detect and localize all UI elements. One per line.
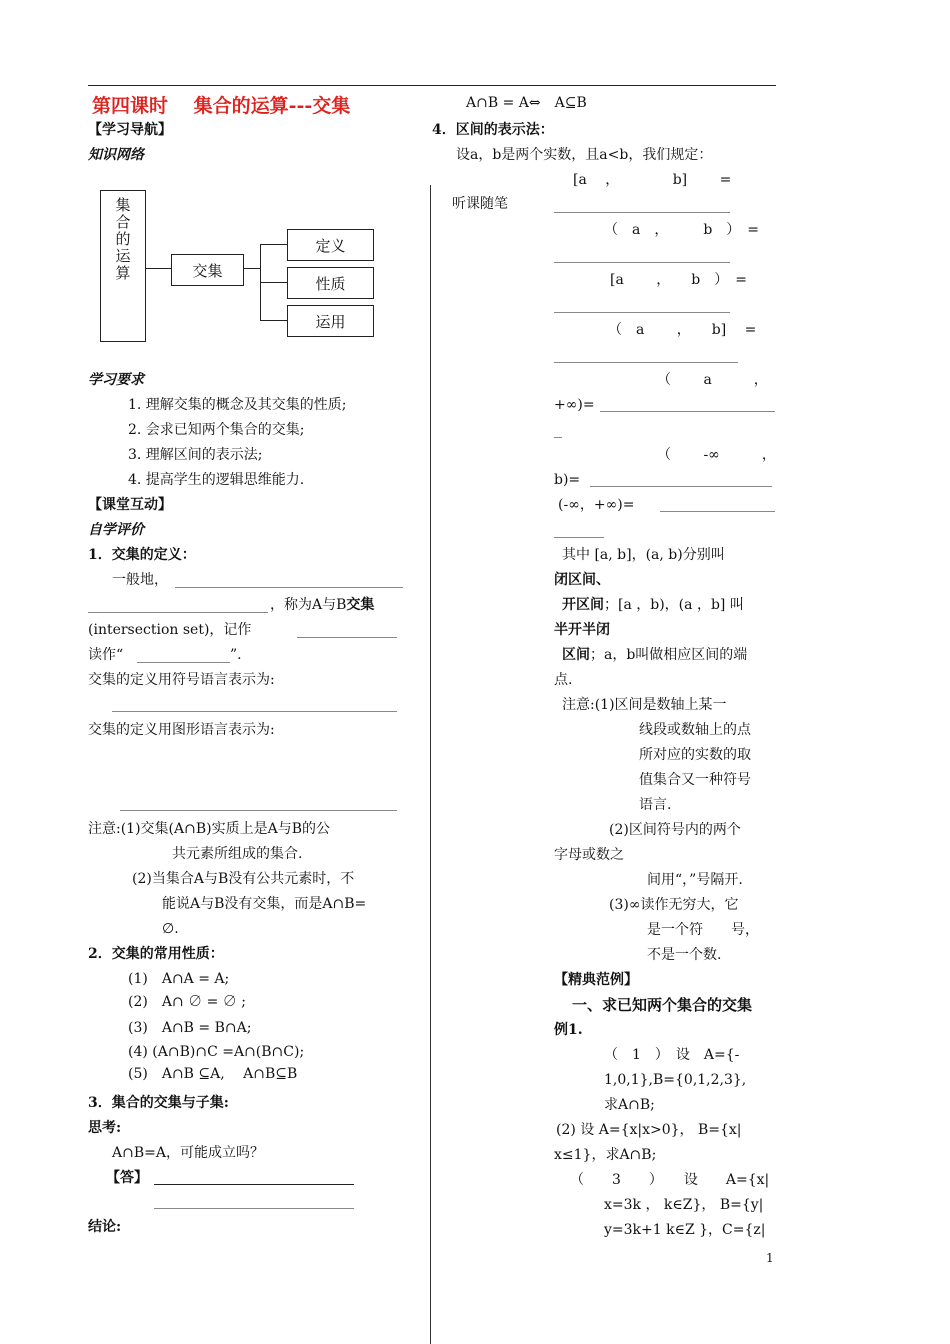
reading-blank [137, 662, 230, 663]
examples-header: 【精典范例】 [554, 972, 638, 988]
definition-line-1: 一般地， [112, 572, 168, 588]
interval-desc-8: 点. [554, 672, 573, 688]
property-item: (2) A∩ ∅ = ∅ ; [128, 994, 246, 1010]
example-line: x=3k ， k∈Z}， B={y| [604, 1197, 764, 1213]
interval-intro: 设a，b是两个实数，且a<b，我们规定： [456, 147, 713, 163]
property-item: (4) (A∩B)∩C =A∩(B∩C); [128, 1044, 305, 1060]
think-label: 思考: [88, 1120, 122, 1136]
interval-desc-6 [562, 646, 747, 664]
notation-blank [297, 637, 397, 638]
answer-blank-2 [154, 1208, 354, 1209]
interval-desc-text: ；a，b叫做相应区间的端 [590, 647, 748, 663]
symbol-blank [112, 711, 397, 712]
definition-bold-term: 交集 [346, 597, 375, 613]
diagram-connector [260, 320, 287, 321]
interval-note: (3)∞读作无穷大，它 [609, 897, 739, 913]
interval-desc-text: ；[a ，b)，(a ，b] 叫 [604, 597, 744, 613]
interval-half-open-right: [a ， b ） = [610, 272, 747, 288]
definition-line-3: (intersection set)，记作 [88, 622, 252, 638]
interval-desc-open: 开区间 [562, 597, 604, 613]
page-title: 第四课时 集合的运算---交集 [92, 95, 351, 117]
definition-blank [88, 612, 268, 613]
interval-blank [554, 212, 730, 213]
diagram-middle-box [171, 254, 244, 286]
interval-note: 所对应的实数的取 [639, 747, 751, 763]
diagram-connector [244, 268, 260, 269]
interval-note: 字母或数之 [554, 847, 624, 863]
section-2-title: 2．交集的常用性质： [88, 946, 224, 962]
diagram-connector [146, 268, 171, 269]
interval-desc-interval: 区间 [562, 647, 590, 663]
diagram-branch-label: 性质 [315, 274, 346, 293]
conclusion-label: 结论: [88, 1219, 122, 1235]
interval-note: (2)区间符号内的两个 [609, 822, 741, 838]
note-2b: 能说A与B没有交集，而是A∩B= [162, 896, 367, 912]
interval-a-inf-1: （ a ， [657, 372, 768, 388]
property-item: (1) A∩A = A; [128, 971, 230, 987]
example-line: 求A∩B; [604, 1097, 655, 1113]
diagram-connector [260, 244, 287, 245]
interval-blank [600, 411, 775, 412]
interval-open: （ a ， b ） = [604, 222, 760, 238]
section-1-title: 1．交集的定义： [88, 547, 196, 563]
interval-note: 语言. [639, 797, 672, 813]
column-divider [430, 185, 431, 1344]
diagram-root-label: 集合的运算 [113, 197, 132, 282]
diagram-middle-label: 交集 [192, 261, 223, 280]
interval-note: 不是一个数. [647, 947, 722, 963]
notes-label: 听课随笔 [452, 196, 508, 212]
interval-note: 注意:(1)区间是数轴上某一 [562, 697, 727, 713]
interval-neg-inf-b-2: b)= [554, 472, 581, 488]
property-item: (3) A∩B = B∩A; [128, 1020, 252, 1036]
answer-blank [154, 1184, 354, 1185]
note-1a: 注意:(1)交集(A∩B)实质上是A与B的公 [88, 821, 330, 837]
page-number: 1 [766, 1251, 774, 1265]
interval-note: 是一个符 号， [647, 922, 759, 938]
section-4-title: 4．区间的表示法： [432, 122, 554, 138]
definition-line-4a: 读作“ [88, 647, 124, 663]
interval-blank [590, 486, 772, 487]
example-line: （ 1 ） 设 A={- [604, 1047, 740, 1063]
definition-text: ，称为A与B [270, 597, 347, 613]
nav-header: 【学习导航】 [88, 122, 172, 138]
requirement-item: 4. 提高学生的逻辑思维能力. [128, 472, 305, 488]
interval-blank [660, 511, 775, 512]
interval-note: 线段或数轴上的点 [639, 722, 751, 738]
think-question: A∩B=A，可能成立吗？ [112, 1145, 264, 1161]
property-item: (5) A∩B ⊆A, A∩B⊆B [128, 1066, 298, 1082]
interval-desc-half: 半开半闭 [554, 622, 610, 638]
class-interaction-header: 【课堂互动】 [88, 497, 172, 513]
diagram-branch-label: 定义 [315, 236, 346, 255]
example-1-label: 例1. [554, 1022, 583, 1038]
interval-blank [554, 262, 730, 263]
section-3-title: 3．集合的交集与子集: [88, 1095, 229, 1111]
interval-a-inf-2: +∞)= [554, 397, 595, 413]
requirement-item: 1. 理解交集的概念及其交集的性质; [128, 397, 347, 413]
diagram-branch-definition [287, 229, 374, 261]
interval-desc-1: 其中 [a, b]，(a, b)分别叫 [562, 547, 725, 563]
diagram-branch-property [287, 267, 374, 299]
requirement-item: 3. 理解区间的表示法; [128, 447, 263, 463]
note-2a: (2)当集合A与B没有公共元素时，不 [132, 871, 355, 887]
interval-note: 间用“，”号隔开. [647, 872, 743, 888]
definition-line-2 [270, 596, 374, 614]
self-eval-heading: 自学评价 [88, 522, 144, 538]
interval-blank [554, 437, 562, 438]
definition-blank [175, 587, 403, 588]
diagram-connector [260, 282, 287, 283]
diagram-root-box [100, 190, 146, 342]
diagram-branch-label: 运用 [315, 312, 346, 331]
interval-closed: [a ， b] = [573, 172, 732, 188]
interval-desc-closed: 闭区间、 [554, 572, 610, 588]
symbol-language-label: 交集的定义用符号语言表示为: [88, 672, 275, 688]
interval-note: 值集合又一种符号 [639, 772, 751, 788]
knowledge-network-heading: 知识网络 [88, 147, 144, 163]
requirements-heading: 学习要求 [88, 372, 144, 388]
answer-label: 【答】 [106, 1170, 148, 1186]
example-line: （ 3 ） 设 A={x| [570, 1172, 770, 1188]
interval-blank [554, 537, 604, 538]
interval-desc-3 [562, 596, 744, 614]
graph-language-label: 交集的定义用图形语言表示为: [88, 722, 275, 738]
definition-line-4b: ”. [230, 647, 242, 663]
interval-blank [554, 312, 730, 313]
interval-blank [554, 362, 738, 363]
example-line: 1,0,1},B={0,1,2,3}, [604, 1072, 747, 1088]
subset-equivalence: A∩B = A⇔ A⊆B [466, 95, 587, 111]
note-2c: ∅. [162, 921, 179, 937]
interval-all-reals: (-∞，+∞)= [558, 497, 635, 513]
requirement-item: 2. 会求已知两个集合的交集; [128, 422, 305, 438]
interval-neg-inf-b-1: （ -∞ ， [657, 447, 776, 463]
graph-blank [120, 810, 397, 811]
example-section-title: 一、求已知两个集合的交集 [572, 996, 753, 1014]
interval-half-open-left: （ a ， b] = [608, 322, 757, 338]
diagram-branch-application [287, 305, 374, 337]
note-1b: 共元素所组成的集合. [172, 846, 303, 862]
example-line: x≤1}，求A∩B; [554, 1147, 657, 1163]
top-rule [88, 85, 776, 86]
example-line: y=3k+1 k∈Z }，C={z| [604, 1222, 766, 1238]
example-line: (2) 设 A={x|x>0}， B={x| [556, 1122, 742, 1138]
